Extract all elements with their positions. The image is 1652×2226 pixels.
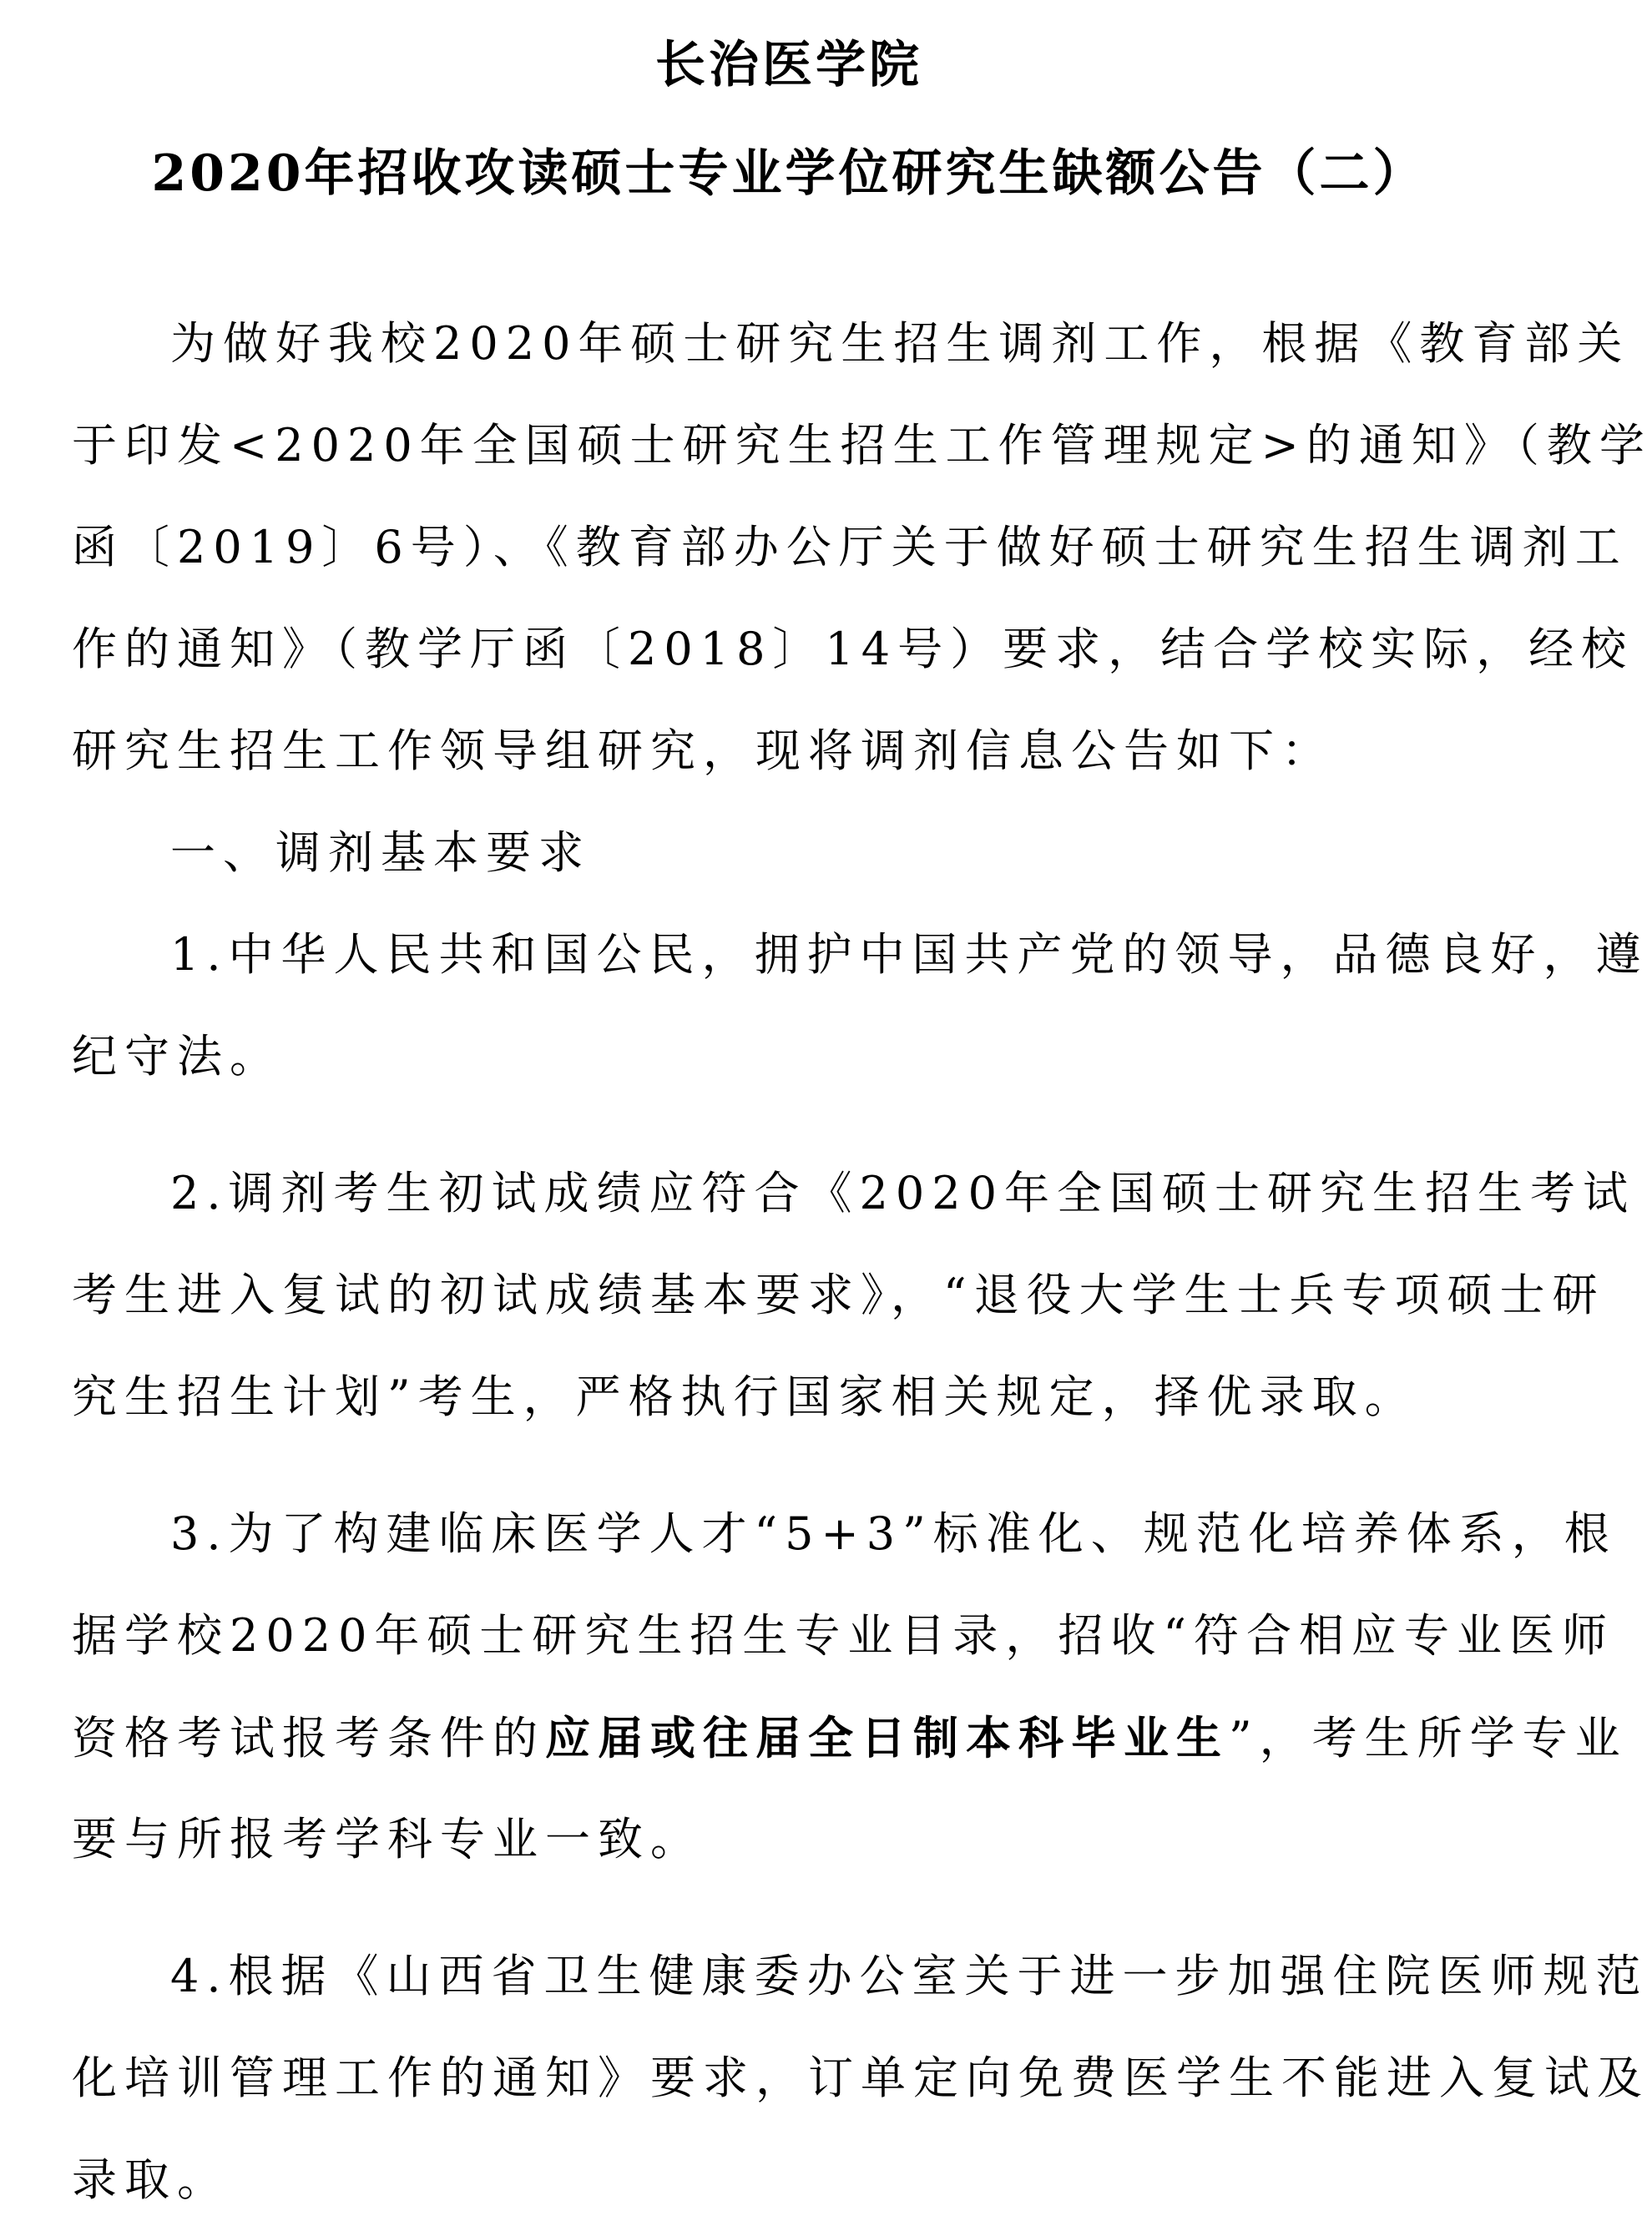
item3-line-2: 据学校2020年硕士研究生招生专业目录，招收“符合相应专业医师 [72,1609,1615,1662]
intro-line-4: 作的通知》（教学厅函〔2018〕14号）要求，结合学校实际，经校 [72,623,1634,675]
item4-line-3: 录取。 [72,2153,230,2206]
item4-line-1: 4.根据《山西省卫生健康委办公室关于进一步加强住院医师规范 [170,1950,1649,2002]
item3-line-3 [72,1704,1628,1772]
document-title: 长治医学院 [655,36,922,94]
item4-line-2: 化培训管理工作的通知》要求，订单定向免费医学生不能进入复试及 [72,2052,1649,2104]
item3-line-1: 3.为了构建临床医学人才“5+3”标准化、规范化培养体系，根 [170,1507,1617,1560]
intro-line-1: 为做好我校2020年硕士研究生招生调剂工作，根据《教育部关 [170,317,1630,370]
item3-line-3-pre: 资格考试报考条件的 [72,1712,545,1764]
item1-line-2: 纪守法。 [72,1030,282,1083]
item3-line-3-post: ”，考生所学专业 [1229,1712,1628,1764]
item2-line-3: 究生招生计划”考生，严格执行国家相关规定，择优录取。 [72,1370,1417,1423]
intro-line-5: 研究生招生工作领导组研究，现将调剂信息公告如下： [72,724,1334,777]
item3-line-4: 要与所报考学科专业一致。 [72,1813,703,1865]
section-heading: 一、调剂基本要求 [170,826,591,879]
item2-line-1: 2.调剂考生初试成绩应符合《2020年全国硕士研究生招生考试 [170,1167,1635,1219]
item3-bold-text: 应届或往届全日制本科毕业生 [545,1711,1229,1764]
intro-line-3: 函〔2019〕6号）、《教育部办公厅关于做好硕士研究生招生调剂工 [72,521,1628,573]
intro-line-2: 于印发<2020年全国硕士研究生招生工作管理规定>的通知》（教学 [72,419,1652,472]
document-subtitle: 2020年招收攻读硕士专业学位研究生缺额公告（二） [151,144,1427,203]
item1-line-1: 1.中华人民共和国公民，拥护中国共产党的领导，品德良好，遵 [170,928,1649,981]
item2-line-2: 考生进入复试的初试成绩基本要求》，“退役大学生士兵专项硕士研 [72,1269,1605,1321]
